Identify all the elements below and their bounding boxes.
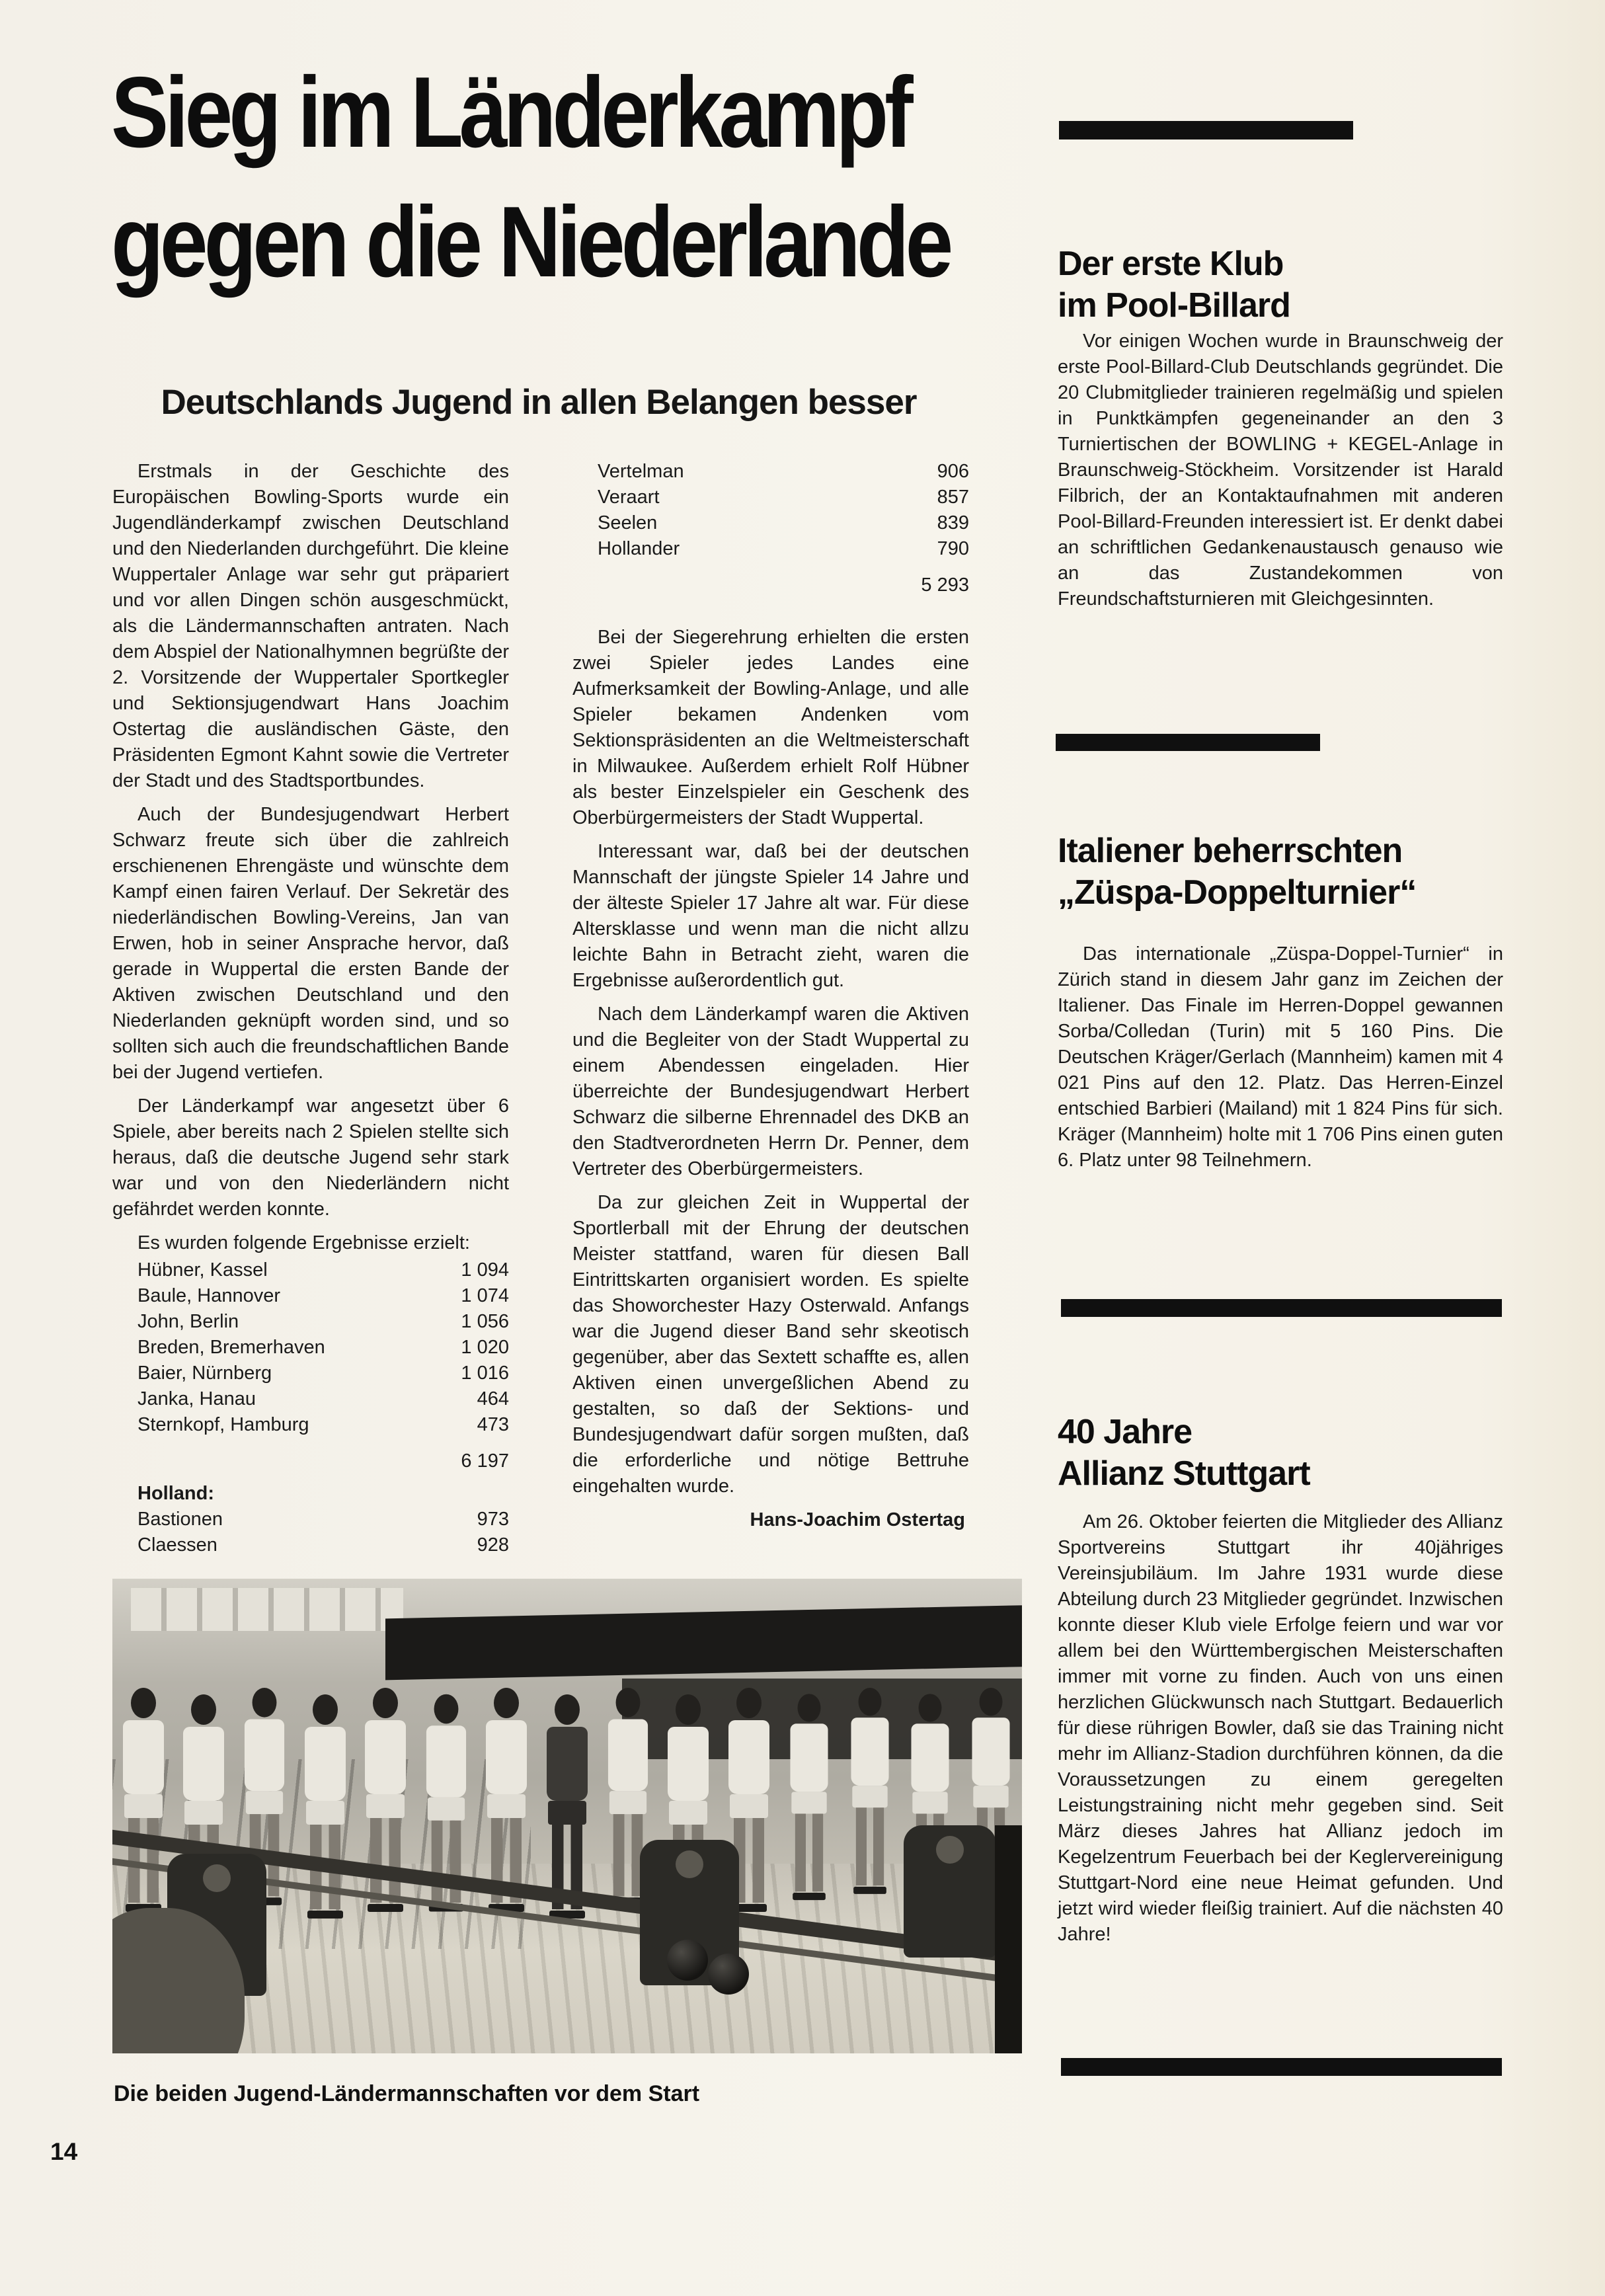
paragraph: Auch der Bundesjugendwart Herbert Schwarz freute sich über die zahlreich erschienenen Ehrengäste und wünschte dem Kampf einen fairen Verlauf. Der Sekretär des niederländischen Bowling-Vereins, Jan van Erwen, hob in seiner Ansprache hervor, daß gerade in Wuppertal die ersten Bande der Aktiven zwischen Deutschland und den Niederlanden geknüpft worden sind, und so sollten sich auch die freundschaftlichen Bande bei der Jugend vertiefen. [112,804,509,1083]
article-column-2 [572,459,969,1533]
sidebar-title-allianz [1058,1411,1507,1495]
page-number: 14 [50,2138,78,2165]
paragraph: Der Länderkampf war angesetzt über 6 Spiele, aber bereits nach 2 Spielen stellte sich heraus, daß die deutsche Jugend sehr stark war und von den Niederländern nicht gefährdet werden konnte. [112,1095,509,1220]
sidebar-title-zuespa [1058,830,1507,914]
result-name: Bastionen [137,1509,223,1530]
paragraph: Interessant war, daß bei der deutschen Mannschaft der jüngste Spieler 14 Jahre und der älteste Spieler 17 Jahre alt war. Für diese Altersklasse und wenn man die nicht allzu leichte Bahn in Betracht zieht, waren die Ergebnisse außerordentlich gut. [572,841,969,991]
result-score: 928 [477,1534,509,1556]
photo-figure [364,1688,407,1919]
section-divider [1061,2058,1502,2076]
result-row [112,1283,509,1309]
result-score: 839 [937,512,969,534]
result-row [112,1361,509,1386]
result-name: Claessen [137,1534,217,1556]
result-row [112,1386,509,1412]
result-row [572,536,969,562]
result-score: 473 [477,1414,509,1435]
holland-label: Holland: [137,1483,214,1504]
bowling-teams-photo [112,1579,1022,2053]
photo-ceiling [131,1588,404,1631]
result-score: 1 074 [461,1285,509,1306]
results-intro: Es wurden folgende Ergebnisse erzielt: [137,1232,470,1253]
sidebar-body-zuespa: Das internationale „Züspa-Doppel-Turnier“ in Zürich stand in diesem Jahr ganz im Zeichen der Italiener. Das Finale im Herren-Doppel gewannen Sorba/Colledan (Turin) mit 5 160 Pins. Die Deutschen Kräger/Gerlach (Mannheim) kamen mit 4 021 Pins auf den 12. Platz. Das Herren-Einzel entschied Barbieri (Mailand) mit 1 824 Pins für sich. Kräger (Mannheim) holte mit 1 706 Pins einen guten 6. Platz unter 98 Teilnehmern. [1058,943,1503,1171]
photo-edge-shadow [995,1825,1022,2053]
title-line: 40 Jahre [1058,1413,1193,1451]
photo-ball-return-console [904,1825,996,1958]
sidebar-title-pool [1058,243,1507,327]
result-row [572,510,969,536]
paragraph: Bei der Siegerehrung erhielten die ersten zwei Spieler jedes Landes eine Aufmerksamkeit der Bowling-Anlage, und alle Spieler bekamen Andenken vom Sektionspräsidenten an die Weltmeisterschaft in Milwaukee. Außerdem erhielt Rolf Hübner als bester Einzelspieler ein Geschenk des Oberbürgermeisters der Stadt Wuppertal. [572,627,969,828]
result-name: Sternkopf, Hamburg [137,1414,309,1435]
result-row [112,1507,509,1532]
sub-headline: Deutschlands Jugend in allen Belangen besser [161,383,917,422]
photo-bowling-ball [667,1940,708,1981]
author-byline: Hans-Joachim Ostertag [750,1509,965,1530]
result-row [112,1257,509,1283]
paragraph: Da zur gleichen Zeit in Wuppertal der Sportlerball mit der Ehrung der deutschen Meister stattfand, waren für diesen Ball Eintrittskarten organisiert worden. Es spielte das Showorchester Hazy Osterwald. Anfangs war die Jugend dieser Band sehr skeotisch gegenüber, aber das Sextett schaffte es, allen Aktiven einen unvergeßlichen Abend zu gestalten, so daß der Sektions- und Bundesjugendwart dafür sorgen mußten, daß die erforderliche und nötige Bettruhe eingehalten wurde. [572,1192,969,1497]
result-score: 790 [937,538,969,559]
result-name: Seelen [598,512,658,534]
section-divider [1056,734,1320,751]
paragraph: Nach dem Länderkampf waren die Aktiven und die Begleiter von der Stadt Wuppertal zu einem Abendessen eingeladen. Hier überreichte der Bundesjugendwart Herbert Schwarz die silberne Ehrennadel des DKB an den Stadtverordneten Herrn Dr. Penner, dem Vertreter des Oberbürgermeisters. [572,1004,969,1179]
photo-figure [122,1688,165,1919]
result-score: 1 056 [461,1311,509,1332]
main-headline [111,48,1037,307]
sidebar-body-allianz: Am 26. Oktober feierten die Mitglieder des Allianz Sportvereins Stuttgart ihr 40jähriges Vereinsjubiläum. Im Jahre 1931 wurde diese Abteilung durch 23 Mitglieder gegründet. Inzwischen konnte dieser Klub viele Erfolge feiern und war vor allem bei den Württembergischen Meisterschaften immer mit vorne zu finden. Auch von uns einen herzlichen Glückwunsch nach Stuttgart. Bedauerlich für diese rührigen Bowler, daß sie das Training nicht mehr im Allianz-Stadion durchführen können, da die Voraussetzungen zu einem geregelten Leistungstraining nicht mehr gegeben sind. Seit März dieses Jahres hat Allianz jedoch im Kegelzentrum Feuerbach bei der Keglervereinigung Stuttgart-Nord eine neue Heimat gefunden. Und jetzt wird wieder fleißig trainiert. Auf die nächsten 40 Jahre! [1058,1511,1503,1945]
photo-caption: Die beiden Jugend-Ländermannschaften vor dem Start [114,2081,700,2106]
title-line: „Züspa-Doppelturnier“ [1058,873,1417,912]
result-score: 973 [477,1509,509,1530]
headline-line-1: Sieg im Länderkampf [111,56,910,169]
result-row [112,1309,509,1335]
result-row [572,485,969,510]
result-name: Vertelman [598,461,684,482]
result-score: 906 [937,461,969,482]
result-score: 464 [477,1388,509,1409]
headline-line-2: gegen die Niederlande [111,186,950,298]
result-name: Hübner, Kassel [137,1259,268,1281]
result-name: Baier, Nürnberg [137,1363,272,1384]
germany-total: 6 197 [461,1450,509,1472]
title-line: Allianz Stuttgart [1058,1454,1310,1493]
result-row [112,1412,509,1438]
result-name: Baule, Hannover [137,1285,281,1306]
section-divider [1061,1299,1502,1317]
result-score: 1 016 [461,1363,509,1384]
result-row [112,1335,509,1361]
result-score: 857 [937,487,969,508]
result-name: Hollander [598,538,680,559]
title-line: im Pool-Billard [1058,286,1290,325]
result-name: Veraart [598,487,660,508]
photo-figure [789,1688,830,1907]
result-row [112,1532,509,1558]
result-name: Breden, Bremerhaven [137,1337,325,1358]
result-row [572,459,969,485]
section-divider [1059,121,1353,139]
holland-total: 5 293 [921,574,969,596]
sidebar-body-pool: Vor einigen Wochen wurde in Braunschweig der erste Pool-Billard-Club Deutschlands gegründet. Die 20 Clubmitglieder trainieren regelmäßig und spielen in Punktkämpfen gegeneinander an den 3 Turniertischen der BOWLING + KEGEL-Anlage in Braunschweig-Stöckheim. Vorsitzender ist Harald Filbrich, der an Kontaktaufnahmen mit anderen Pool-Billard-Freunden interessiert ist. Er denkt dabei an schriftlichen Gedankenaustausch genauso wie an das Zustandekommen von Freundschaftsturnieren mit Gleichgesinnten. [1058,331,1503,610]
result-score: 1 020 [461,1337,509,1358]
photo-ceiling-beam [385,1605,1022,1681]
article-column-1 [112,459,509,1558]
paragraph: Erstmals in der Geschichte des Europäischen Bowling-Sports wurde ein Jugendländerkampf zwischen Deutschland und den Niederlanden durchgeführt. Die kleine Wuppertaler Anlage war sehr gut präpariert und vor allen Dingen schön ausgeschmückt, als die Ländermannschaften antraten. Nach dem Abspiel der Nationalhymnen begrüßte der 2. Vorsitzende der Wuppertaler Sportkegler und Sektionsjugendwart Hans Joachim Ostertag die ausländischen Gäste, den Präsidenten Egmont Kahnt sowie die Vertreter der Stadt und des Stadtsportbundes. [112,461,509,791]
result-score: 1 094 [461,1259,509,1281]
title-line: Der erste Klub [1058,245,1284,283]
result-name: John, Berlin [137,1311,239,1332]
result-name: Janka, Hanau [137,1388,256,1409]
photo-figure [850,1688,890,1901]
title-line: Italiener beherrschten [1058,832,1403,870]
